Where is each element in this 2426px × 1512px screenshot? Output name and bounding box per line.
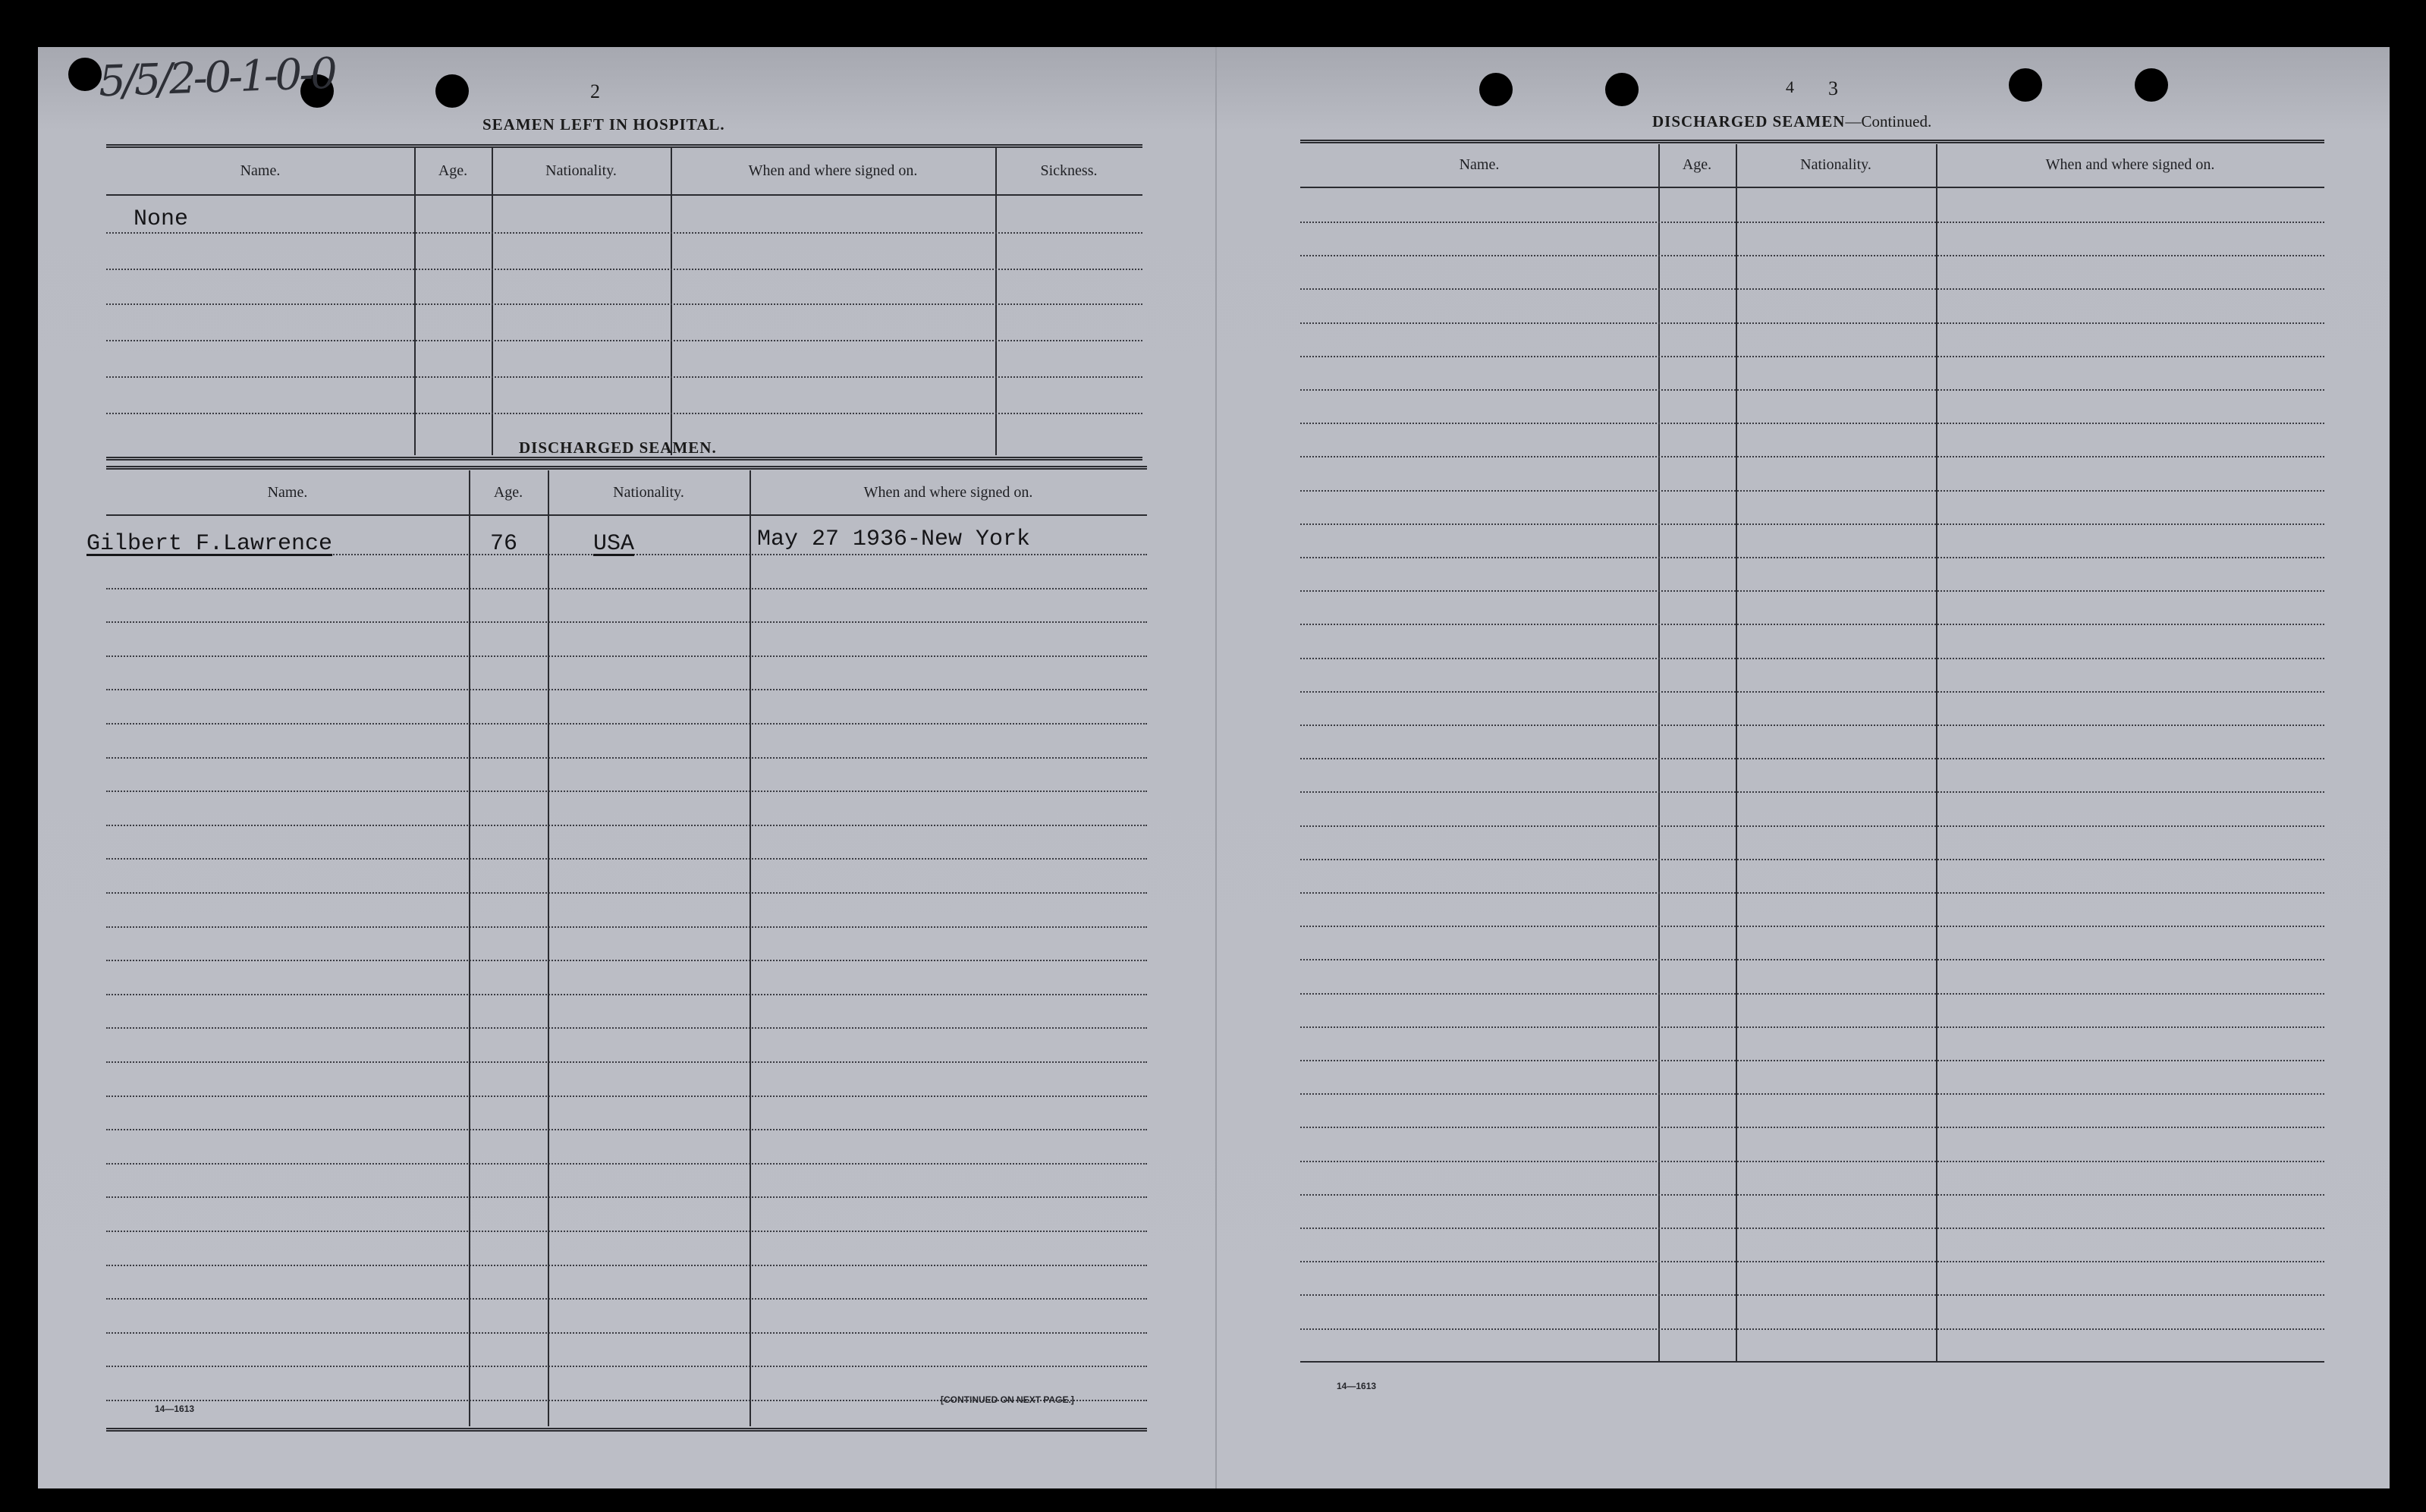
discharged-continued-title — [1652, 112, 1931, 131]
row-line — [106, 340, 1142, 341]
row-line — [1300, 322, 2324, 324]
header-bottom-rule — [1300, 187, 2324, 188]
column-divider — [469, 470, 470, 1426]
page-number: 2 — [590, 80, 600, 102]
continued-note: [CONTINUED ON NEXT PAGE.] — [941, 1394, 1074, 1405]
row-line — [1300, 1127, 2324, 1128]
punch-hole — [2009, 68, 2042, 102]
header-bottom-rule — [106, 514, 1147, 516]
left-page — [38, 47, 1215, 1488]
punch-hole — [1479, 73, 1513, 106]
col-header-nationality: Nationality. — [1800, 156, 1871, 173]
row-line — [1300, 892, 2324, 894]
row-line — [106, 1027, 1147, 1029]
punch-hole — [68, 58, 102, 91]
form-number: 14—1613 — [1337, 1381, 1377, 1391]
row-line — [106, 1129, 1147, 1130]
row-line — [106, 1332, 1147, 1334]
row-line — [1300, 288, 2324, 290]
row-line — [1300, 993, 2324, 995]
form-number: 14—1613 — [155, 1404, 195, 1414]
row-line — [106, 858, 1147, 860]
row-line — [1300, 791, 2324, 793]
column-divider — [492, 147, 493, 455]
row-line — [1300, 1328, 2324, 1330]
discharged-row-age: 76 — [490, 531, 518, 557]
table-top-rule — [106, 144, 1142, 148]
row-line — [1300, 725, 2324, 726]
col-header-signed-on: When and where signed on. — [748, 162, 918, 179]
discharged-continued-table — [1300, 140, 2324, 1422]
hospital-row-name: None — [134, 206, 189, 232]
row-line — [106, 689, 1147, 690]
row-line — [106, 269, 1142, 270]
col-header-name: Name. — [240, 162, 281, 179]
row-line — [1300, 490, 2324, 492]
row-line — [106, 892, 1147, 894]
row-line — [106, 1163, 1147, 1165]
row-line — [106, 621, 1147, 623]
row-line — [1300, 959, 2324, 960]
column-divider — [1658, 144, 1660, 1361]
row-line — [1300, 825, 2324, 827]
row-line — [1300, 456, 2324, 457]
row-line — [106, 655, 1147, 657]
row-line — [1300, 1026, 2324, 1028]
punch-hole — [435, 74, 469, 108]
col-header-age: Age. — [1682, 156, 1712, 173]
row-line — [1300, 758, 2324, 759]
row-line — [106, 588, 1147, 589]
handwritten-note: 5/5/2-0-1-0-0 — [97, 49, 335, 107]
col-header-nationality: Nationality. — [613, 484, 684, 501]
row-line — [1300, 1060, 2324, 1061]
row-line — [106, 994, 1147, 995]
col-header-sickness: Sickness. — [1040, 162, 1098, 179]
row-line — [106, 1298, 1147, 1300]
punch-hole — [1605, 73, 1639, 106]
row-line — [106, 723, 1147, 725]
col-header-signed-on: When and where signed on. — [2045, 156, 2215, 173]
punch-hole — [2135, 68, 2168, 102]
row-line — [106, 232, 1142, 234]
row-line — [1300, 1228, 2324, 1229]
row-line — [106, 303, 1142, 305]
row-line — [1300, 1161, 2324, 1162]
table-top-rule — [106, 466, 1147, 470]
discharged-row-signed-on: May 27 1936-New York — [757, 527, 1031, 552]
row-line — [106, 1366, 1147, 1367]
column-divider — [414, 147, 416, 455]
row-line — [1300, 590, 2324, 592]
column-divider — [548, 470, 549, 1426]
row-line — [1300, 557, 2324, 558]
column-divider — [1936, 144, 1937, 1361]
discharged-continued-title-suffix: —Continued. — [1845, 112, 1932, 130]
row-line — [106, 825, 1147, 826]
row-line — [1300, 859, 2324, 860]
row-line — [106, 1095, 1147, 1097]
column-divider — [995, 147, 997, 455]
column-divider — [1736, 144, 1737, 1361]
discharged-row-name: Gilbert F.Lawrence — [86, 531, 333, 557]
col-header-age: Age. — [438, 162, 468, 179]
row-line — [106, 1061, 1147, 1063]
table-bottom-rule — [106, 1428, 1147, 1432]
page-number: 3 — [1828, 77, 1838, 99]
row-line — [1300, 1294, 2324, 1296]
table-bottom-rule — [1300, 1361, 2324, 1363]
row-line — [106, 1231, 1147, 1232]
row-line — [1300, 624, 2324, 625]
row-line — [106, 1196, 1147, 1198]
column-divider — [749, 470, 751, 1426]
col-header-age: Age. — [493, 484, 523, 501]
column-divider — [671, 147, 672, 455]
row-line — [106, 791, 1147, 792]
row-line — [1300, 356, 2324, 357]
col-header-name: Name. — [267, 484, 308, 501]
row-line — [106, 376, 1142, 378]
row-line — [106, 1265, 1147, 1266]
row-line — [1300, 926, 2324, 927]
row-line — [1300, 1261, 2324, 1262]
hospital-section-title: SEAMEN LEFT IN HOSPITAL. — [482, 115, 725, 134]
row-line — [1300, 389, 2324, 391]
discharged-table — [86, 466, 1147, 1437]
row-line — [1300, 1194, 2324, 1196]
row-line — [106, 926, 1147, 928]
discharged-section-title: DISCHARGED SEAMEN. — [519, 439, 717, 457]
row-line — [106, 960, 1147, 961]
col-header-nationality: Nationality. — [545, 162, 617, 179]
col-header-name: Name. — [1459, 156, 1500, 173]
page-mark: 4 — [1786, 77, 1794, 96]
table-top-rule — [1300, 140, 2324, 143]
discharged-row-nationality: USA — [593, 531, 635, 557]
row-line — [106, 757, 1147, 759]
row-line — [1300, 658, 2324, 659]
row-line — [1300, 523, 2324, 525]
col-header-signed-on: When and where signed on. — [863, 484, 1033, 501]
row-line — [1300, 691, 2324, 693]
row-line — [1300, 222, 2324, 223]
hospital-table — [106, 144, 1142, 463]
header-bottom-rule — [106, 194, 1142, 196]
row-line — [106, 413, 1142, 414]
row-line — [1300, 255, 2324, 256]
row-line — [1300, 1093, 2324, 1095]
right-page — [1215, 47, 2390, 1488]
discharged-continued-title-main: DISCHARGED SEAMEN — [1652, 112, 1846, 130]
row-line — [1300, 423, 2324, 424]
